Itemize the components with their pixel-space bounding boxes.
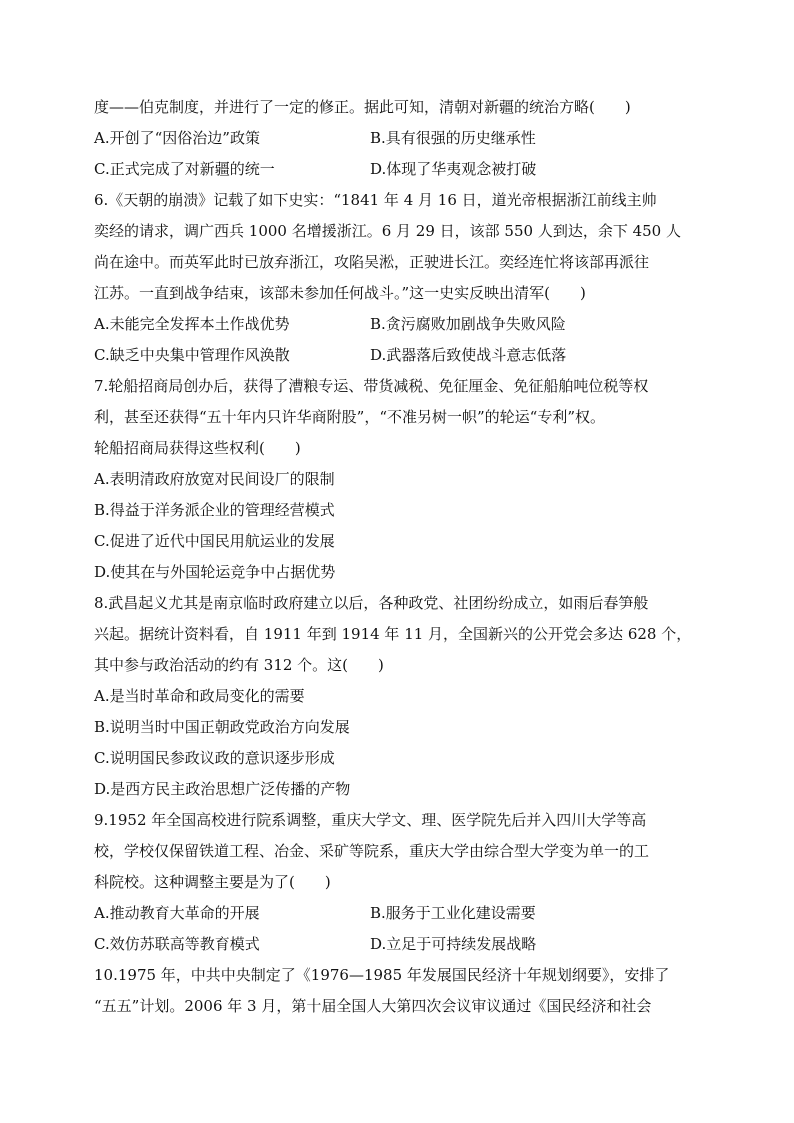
question-stem-line: 兴起。据统计资料看，自 1911 年到 1914 年 11 月，全国新兴的公开党会多达 628 个， — [94, 625, 692, 643]
option-c: C.效仿苏联高等教育模式 — [94, 935, 260, 953]
question-5 — [94, 92, 700, 185]
question-stem-line: “五五”计划。2006 年 3 月，第十届全国人大第四次会议审议通过《国民经济和社会 — [94, 997, 652, 1015]
option-a: A.未能完全发挥本土作战优势 — [94, 315, 290, 333]
option-a: A.推动教育大革命的开展 — [94, 904, 260, 922]
option-row — [94, 340, 700, 371]
option-row — [94, 154, 700, 185]
option-row — [94, 929, 700, 960]
option-c: C.缺乏中央集中管理作风涣散 — [94, 346, 290, 364]
option-a: A.是当时革命和政局变化的需要 — [94, 687, 305, 705]
question-stem-line: 江苏。一直到战争结束，该部未参加任何战斗。”这一史实反映出清军( ) — [94, 284, 586, 302]
option-d: D.立足于可持续发展战略 — [370, 935, 537, 953]
option-a: A.开创了“因俗治边”政策 — [94, 129, 260, 147]
option-c: C.说明国民参政议政的意识逐步形成 — [94, 749, 335, 767]
question-stem-line: 6.《天朝的崩溃》记载了如下史实：“1841 年 4 月 16 日，道光帝根据浙江前线主帅 — [94, 191, 657, 209]
question-stem-line: 7.轮船招商局创办后，获得了漕粮专运、带货减税、免征厘金、免征船舶吨位税等权 — [94, 377, 649, 395]
question-stem-line: 9.1952 年全国高校进行院系调整，重庆大学文、理、医学院先后并入四川大学等高 — [94, 811, 647, 829]
option-c: C.正式完成了对新疆的统一 — [94, 160, 275, 178]
option-row — [94, 123, 700, 154]
question-stem-line: 尚在途中。而英军此时已放弃浙江，攻陷吴淞，正驶进长江。奕经连忙将该部再派往 — [94, 253, 650, 271]
option-b: B.得益于洋务派企业的管理经营模式 — [94, 501, 335, 519]
option-row — [94, 309, 700, 340]
question-10 — [94, 960, 700, 1022]
option-b: B.具有很强的历史继承性 — [370, 129, 536, 147]
question-stem-line: 科院校。这种调整主要是为了( ) — [94, 873, 331, 891]
question-stem-line: 校，学校仅保留铁道工程、冶金、采矿等院系，重庆大学由综合型大学变为单一的工 — [94, 842, 650, 860]
option-d: D.体现了华夷观念被打破 — [370, 160, 537, 178]
option-b: B.贪污腐败加剧战争失败风险 — [370, 315, 566, 333]
question-9 — [94, 805, 700, 960]
question-stem-line: 其中参与政治活动的约有 312 个。这( ) — [94, 656, 384, 674]
question-stem-line: 8.武昌起义尤其是南京临时政府建立以后，各种政党、社团纷纷成立，如雨后春笋般 — [94, 594, 649, 612]
option-d: D.使其在与外国轮运竞争中占据优势 — [94, 563, 336, 581]
option-d: D.武器落后致使战斗意志低落 — [370, 346, 567, 364]
option-d: D.是西方民主政治思想广泛传播的产物 — [94, 780, 351, 798]
question-7 — [94, 371, 700, 588]
question-6 — [94, 185, 700, 371]
question-8 — [94, 588, 700, 805]
question-stem-line: 10.1975 年，中共中央制定了《1976—1985 年发展国民经济十年规划纲要》，安排了 — [94, 966, 670, 984]
question-stem-line: 奕经的请求，调广西兵 1000 名增援浙江。6 月 29 日，该部 550 人到达，余下 450 人 — [94, 222, 681, 240]
question-stem-line: 轮船招商局获得这些权利( ) — [94, 439, 301, 457]
question-stem-line: 利，甚至还获得“五十年内只许华商附股”，“不准另树一帜”的轮运“专利”权。 — [94, 408, 606, 426]
question-stem-line: 度——伯克制度，并进行了一定的修正。据此可知，清朝对新疆的统治方略( ) — [94, 98, 631, 116]
option-b: B.服务于工业化建设需要 — [370, 904, 536, 922]
option-a: A.表明清政府放宽对民间设厂的限制 — [94, 470, 335, 488]
option-c: C.促进了近代中国民用航运业的发展 — [94, 532, 335, 550]
exam-page — [94, 92, 700, 1022]
option-b: B.说明当时中国正朝政党政治方向发展 — [94, 718, 350, 736]
option-row — [94, 898, 700, 929]
